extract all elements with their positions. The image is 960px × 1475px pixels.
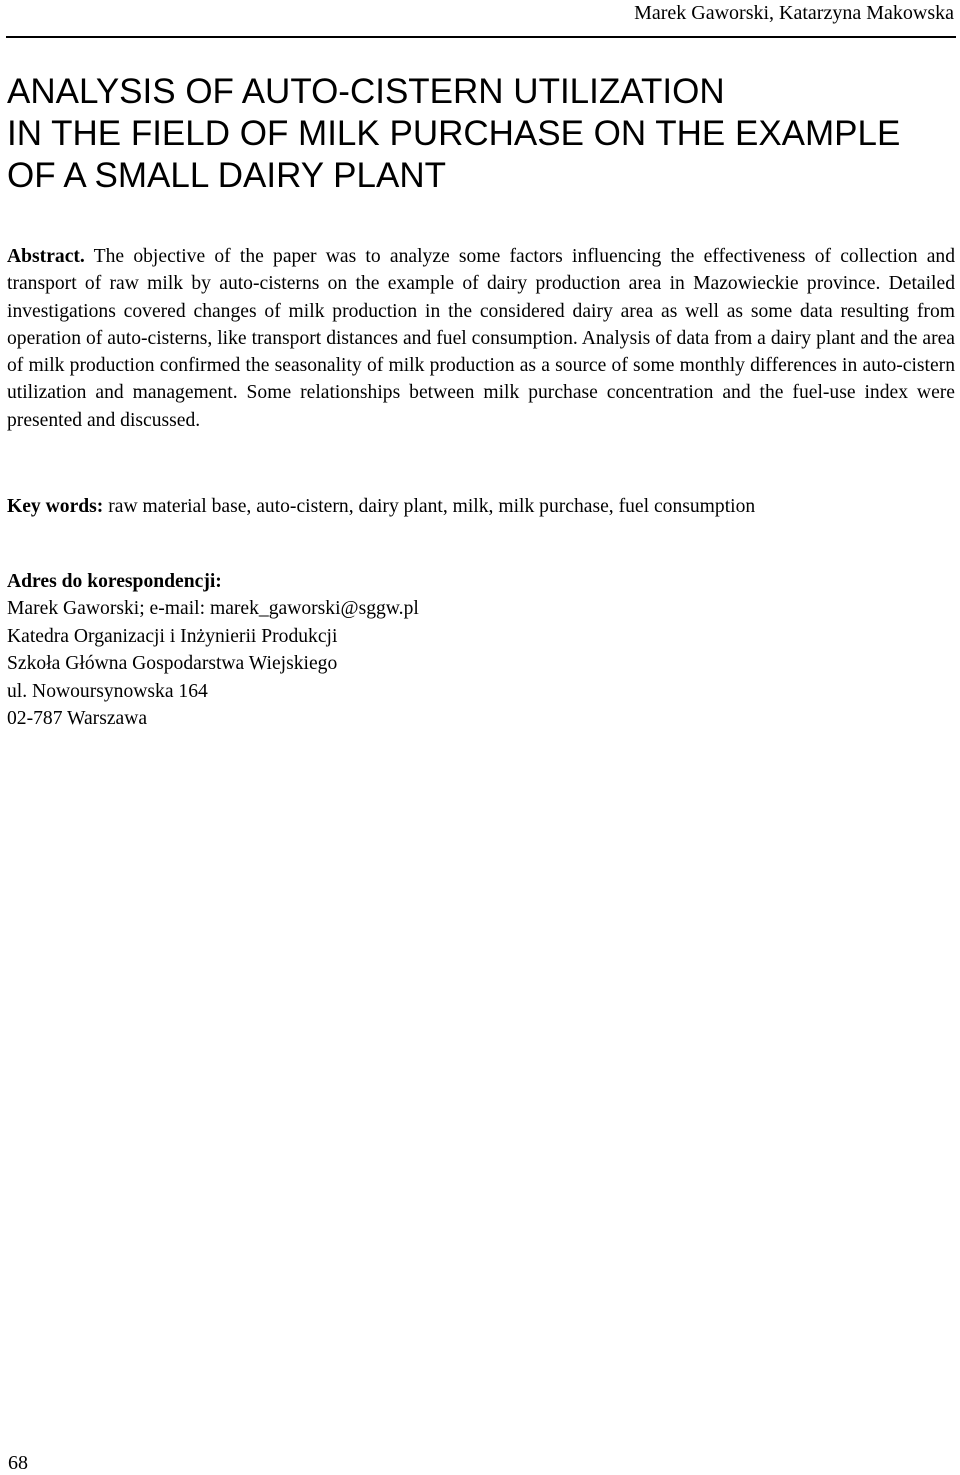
abstract <box>7 243 955 434</box>
keywords-label: Key words: <box>7 496 104 517</box>
keywords <box>7 493 955 521</box>
paper-title <box>7 71 937 197</box>
title-line: ANALYSIS OF AUTO-CISTERN UTILIZATION <box>7 72 725 111</box>
running-header-authors: Marek Gaworski, Katarzyna Makowska <box>634 2 954 24</box>
address-line-university: Szkoła Główna Gospodarstwa Wiejskiego <box>7 653 338 675</box>
correspondence-label: Adres do korespondencji: <box>7 571 222 592</box>
header-rule <box>6 36 956 38</box>
title-line: IN THE FIELD OF MILK PURCHASE ON THE EXAMPLE <box>7 114 901 153</box>
correspondence-address <box>7 568 955 732</box>
keywords-text: raw material base, auto-cistern, dairy plant, milk, milk purchase, fuel consumption <box>108 496 756 517</box>
abstract-label: Abstract. <box>7 246 85 267</box>
title-line: OF A SMALL DAIRY PLANT <box>7 156 446 195</box>
address-line-department: Katedra Organizacji i Inżynierii Produkcji <box>7 625 338 647</box>
address-line-city: 02-787 Warszawa <box>7 708 148 730</box>
address-line-street: ul. Nowoursynowska 164 <box>7 680 208 702</box>
page-number: 68 <box>8 1452 28 1474</box>
abstract-text: The objective of the paper was to analyze some factors influencing the effectiveness of collection and transport of raw milk by auto-cisterns on the example of dairy production area in Mazowieckie province. Detailed investigations covered changes of milk production in the considered dairy area as well as some data resulting from operation of auto-cisterns, like transport distances and fuel consumption. Analysis of data from a dairy plant and the area of milk production confirmed the seasonality of milk production as a source of some monthly differences in auto-cistern utilization and management. Some relationships between milk purchase concentration and the fuel-use index were presented and discussed. <box>7 246 955 431</box>
address-line-contact: Marek Gaworski; e-mail: marek_gaworski@sggw.pl <box>7 598 419 620</box>
